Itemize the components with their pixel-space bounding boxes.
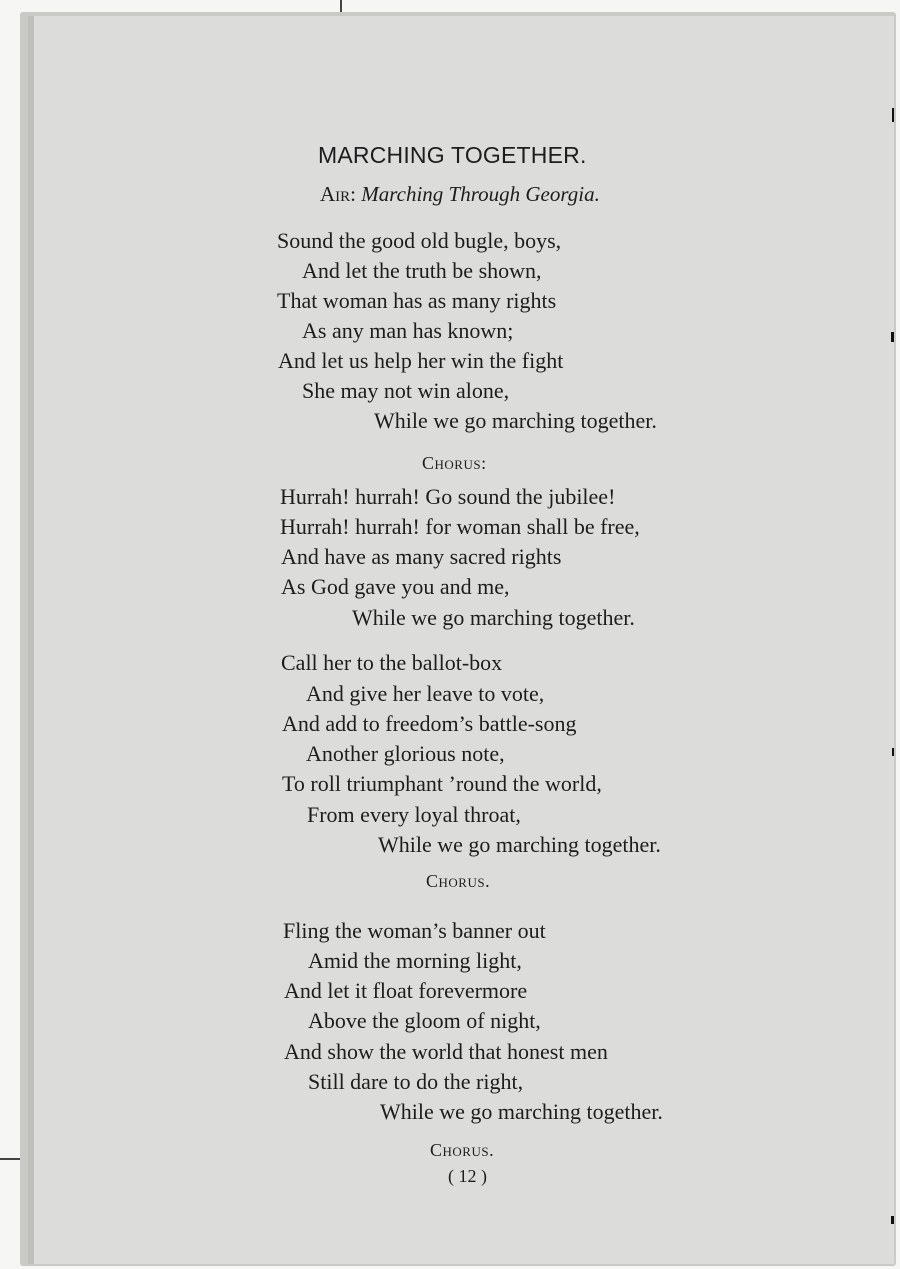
- song-title: MARCHING TOGETHER.: [318, 142, 587, 168]
- chorus-ref-3: Chorus.: [430, 1140, 495, 1160]
- verse2-line-4: Another glorious note,: [306, 741, 505, 766]
- verse1-line-5: And let us help her win the fight: [278, 348, 564, 373]
- verse3-line-7: While we go marching together.: [380, 1099, 663, 1124]
- chorus-line-5: While we go marching together.: [352, 605, 635, 630]
- verse1-line-2: And let the truth be shown,: [302, 258, 542, 283]
- air-line: [320, 182, 600, 207]
- page-speck: [892, 108, 894, 122]
- air-label: Air:: [320, 182, 356, 206]
- verse3-line-6: Still dare to do the right,: [308, 1069, 524, 1094]
- verse3-line-1: Fling the woman’s banner out: [283, 918, 546, 943]
- verse2-line-5: To roll triumphant ’round the world,: [282, 771, 602, 796]
- page-speck: [891, 1216, 894, 1224]
- verse2-line-6: From every loyal throat,: [307, 802, 521, 827]
- verse2-line-7: While we go marching together.: [378, 832, 661, 857]
- chorus-line-2: Hurrah! hurrah! for woman shall be free,: [280, 514, 640, 539]
- verse3-line-4: Above the gloom of night,: [308, 1008, 541, 1033]
- verse2-line-1: Call her to the ballot-box: [281, 650, 503, 675]
- chorus-line-3: And have as many sacred rights: [281, 544, 562, 569]
- chorus-heading: Chorus:: [422, 453, 487, 473]
- verse1-line-4: As any man has known;: [302, 318, 514, 343]
- air-tune: Marching Through Georgia.: [361, 182, 600, 206]
- verse3-line-5: And show the world that honest men: [284, 1039, 608, 1064]
- verse3-line-3: And let it float forevermore: [284, 978, 528, 1003]
- crop-mark-left: [0, 1158, 22, 1160]
- verse1-line-7: While we go marching together.: [374, 408, 657, 433]
- verse2-line-3: And add to freedom’s battle-song: [282, 711, 577, 736]
- verse1-line-6: She may not win alone,: [302, 378, 510, 403]
- page-speck: [891, 332, 894, 342]
- verse3-line-2: Amid the morning light,: [308, 948, 522, 973]
- verse1-line-3: That woman has as many rights: [277, 288, 557, 313]
- chorus-ref-2: Chorus.: [426, 871, 491, 891]
- page-speck: [892, 748, 894, 756]
- verse2-line-2: And give her leave to vote,: [306, 681, 545, 706]
- chorus-line-1: Hurrah! hurrah! Go sound the jubilee!: [280, 484, 616, 509]
- verse1-line-1: Sound the good old bugle, boys,: [277, 228, 562, 253]
- page-number: ( 12 ): [448, 1166, 487, 1186]
- chorus-line-4: As God gave you and me,: [281, 574, 510, 599]
- book-page: [28, 16, 894, 1264]
